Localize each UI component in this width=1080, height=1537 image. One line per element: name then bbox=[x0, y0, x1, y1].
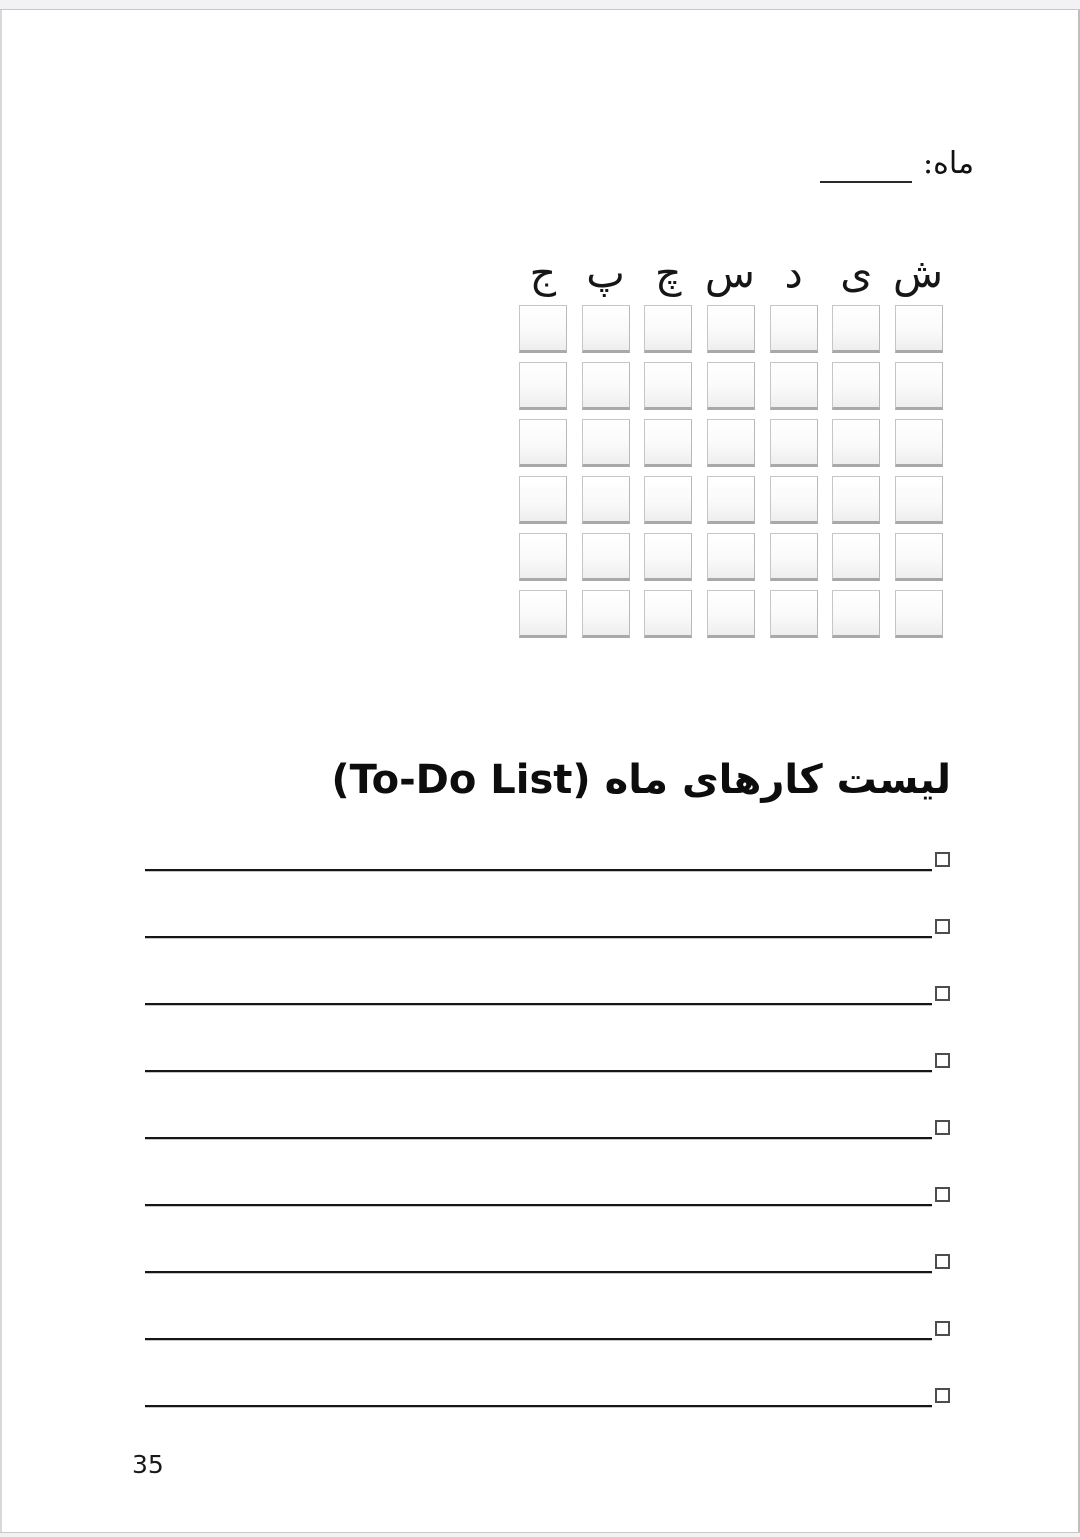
todo-line bbox=[145, 1338, 932, 1340]
page-number: 35 bbox=[132, 1450, 164, 1479]
weekday-header-row bbox=[519, 238, 943, 296]
calendar-day-box[interactable] bbox=[519, 533, 567, 581]
calendar-day-box[interactable] bbox=[707, 305, 755, 353]
calendar-day-box[interactable] bbox=[707, 419, 755, 467]
todo-checkbox[interactable] bbox=[935, 1053, 950, 1068]
calendar-day-box[interactable] bbox=[707, 590, 755, 638]
calendar-day-box[interactable] bbox=[895, 590, 943, 638]
calendar-day-box[interactable] bbox=[832, 533, 880, 581]
month-field bbox=[820, 144, 974, 183]
calendar-day-box[interactable] bbox=[582, 476, 630, 524]
todo-row bbox=[2, 1242, 1080, 1309]
weekday-label-sunday: ی bbox=[840, 248, 873, 297]
todo-line bbox=[145, 1405, 932, 1407]
weekday-label-monday: د bbox=[784, 248, 803, 297]
calendar-day-box[interactable] bbox=[582, 362, 630, 410]
todo-checkbox[interactable] bbox=[935, 919, 950, 934]
todo-checkbox[interactable] bbox=[935, 852, 950, 867]
calendar-grid bbox=[519, 305, 943, 638]
month-label: ماه: bbox=[923, 146, 975, 181]
todo-line bbox=[145, 869, 932, 871]
todo-line bbox=[145, 1271, 932, 1273]
calendar-day-box[interactable] bbox=[519, 590, 567, 638]
calendar-day-box[interactable] bbox=[770, 476, 818, 524]
calendar-day-box[interactable] bbox=[519, 476, 567, 524]
todo-checkbox[interactable] bbox=[935, 1321, 950, 1336]
todo-checkbox[interactable] bbox=[935, 1388, 950, 1403]
todo-checkbox[interactable] bbox=[935, 1254, 950, 1269]
todo-line bbox=[145, 1204, 932, 1206]
calendar-day-box[interactable] bbox=[770, 533, 818, 581]
todo-row bbox=[2, 840, 1080, 907]
calendar-day-box[interactable] bbox=[832, 419, 880, 467]
todo-section-title: لیست کارهای ماه (To-Do List) bbox=[331, 757, 951, 803]
calendar-day-box[interactable] bbox=[519, 305, 567, 353]
todo-list bbox=[2, 840, 1080, 1443]
calendar-day-box[interactable] bbox=[519, 419, 567, 467]
viewer-top-strip bbox=[0, 0, 1080, 10]
todo-line bbox=[145, 1070, 932, 1072]
todo-row bbox=[2, 1376, 1080, 1443]
calendar-day-box[interactable] bbox=[644, 362, 692, 410]
todo-row bbox=[2, 907, 1080, 974]
todo-line bbox=[145, 1003, 932, 1005]
weekday-label-thursday: پ bbox=[586, 248, 625, 297]
calendar-day-box[interactable] bbox=[519, 362, 567, 410]
calendar-day-box[interactable] bbox=[895, 305, 943, 353]
calendar-day-box[interactable] bbox=[770, 362, 818, 410]
calendar-day-box[interactable] bbox=[644, 476, 692, 524]
todo-row bbox=[2, 974, 1080, 1041]
calendar-day-box[interactable] bbox=[895, 533, 943, 581]
todo-checkbox[interactable] bbox=[935, 1120, 950, 1135]
planner-page bbox=[0, 10, 1080, 1532]
viewer-bottom-strip bbox=[0, 1532, 1080, 1537]
calendar-day-box[interactable] bbox=[895, 362, 943, 410]
calendar-day-box[interactable] bbox=[770, 590, 818, 638]
calendar-day-box[interactable] bbox=[644, 305, 692, 353]
todo-line bbox=[145, 936, 932, 938]
calendar-day-box[interactable] bbox=[832, 305, 880, 353]
todo-row bbox=[2, 1175, 1080, 1242]
calendar-day-box[interactable] bbox=[707, 362, 755, 410]
calendar-day-box[interactable] bbox=[644, 590, 692, 638]
weekday-label-tuesday: س bbox=[704, 248, 755, 297]
todo-row bbox=[2, 1108, 1080, 1175]
calendar-day-box[interactable] bbox=[707, 533, 755, 581]
calendar-day-box[interactable] bbox=[832, 362, 880, 410]
weekday-label-wednesday: چ bbox=[655, 248, 682, 297]
todo-checkbox[interactable] bbox=[935, 986, 950, 1001]
todo-row bbox=[2, 1041, 1080, 1108]
calendar-day-box[interactable] bbox=[770, 419, 818, 467]
calendar-day-box[interactable] bbox=[895, 419, 943, 467]
calendar-day-box[interactable] bbox=[582, 419, 630, 467]
calendar-day-box[interactable] bbox=[707, 476, 755, 524]
calendar-day-box[interactable] bbox=[644, 419, 692, 467]
todo-line bbox=[145, 1137, 932, 1139]
calendar-day-box[interactable] bbox=[644, 533, 692, 581]
calendar-day-box[interactable] bbox=[770, 305, 818, 353]
calendar-day-box[interactable] bbox=[582, 590, 630, 638]
calendar-day-box[interactable] bbox=[895, 476, 943, 524]
calendar-day-box[interactable] bbox=[582, 533, 630, 581]
todo-checkbox[interactable] bbox=[935, 1187, 950, 1202]
todo-row bbox=[2, 1309, 1080, 1376]
calendar-day-box[interactable] bbox=[582, 305, 630, 353]
weekday-label-saturday: ش bbox=[892, 248, 943, 297]
calendar-day-box[interactable] bbox=[832, 476, 880, 524]
calendar-day-box[interactable] bbox=[832, 590, 880, 638]
month-blank-line bbox=[820, 153, 912, 183]
weekday-label-friday: ج bbox=[529, 248, 557, 297]
